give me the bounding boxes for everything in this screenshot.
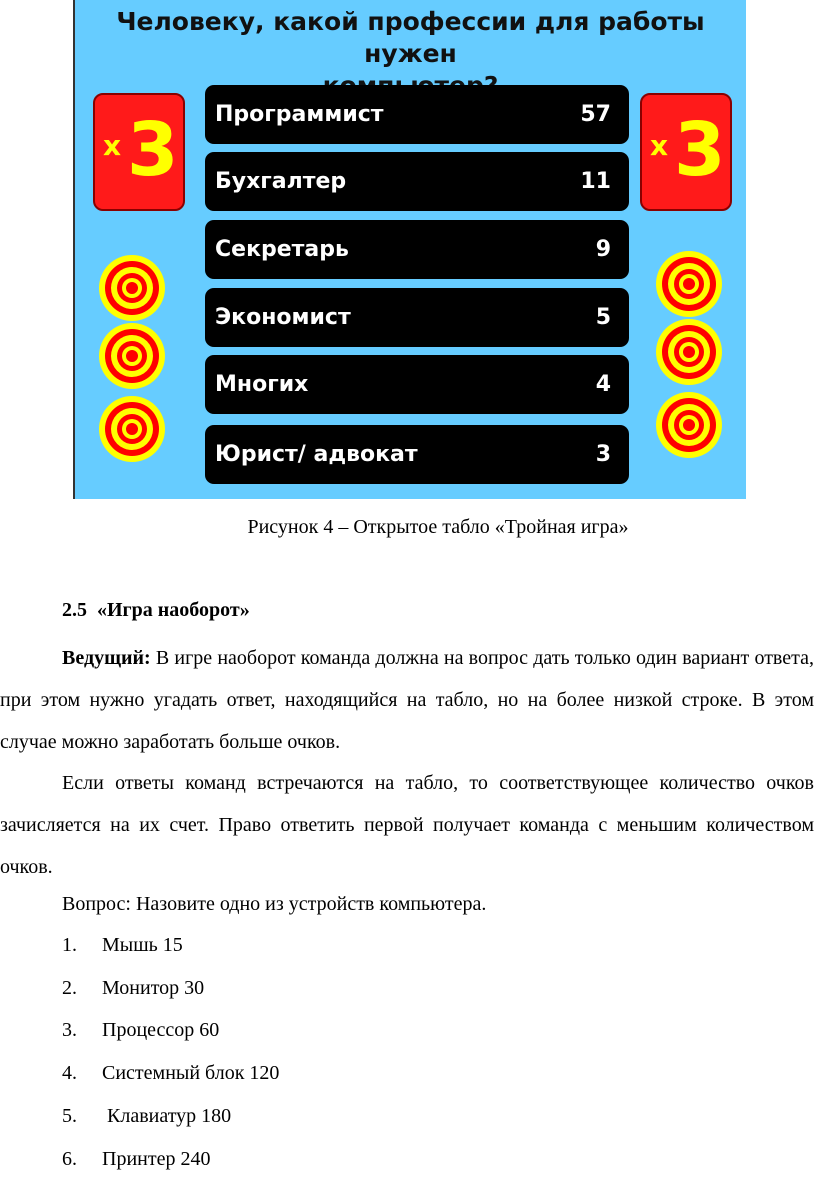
- section-title: «Игра наоборот»: [97, 599, 250, 621]
- answer-row: [205, 355, 629, 414]
- answer-row: [205, 425, 629, 484]
- answer-label: Бухгалтер: [215, 169, 347, 194]
- answer-score: 3: [595, 442, 611, 467]
- list-item: [62, 1105, 231, 1128]
- answer-label: Многих: [215, 372, 309, 397]
- list-item: [62, 934, 183, 957]
- answer-row: [205, 288, 629, 347]
- answer-label: Секретарь: [215, 237, 349, 262]
- list-item: [62, 977, 204, 1000]
- list-number: 5.: [62, 1105, 77, 1127]
- multiplier-value: 3: [127, 107, 179, 193]
- list-item: [62, 1019, 219, 1042]
- list-item: [62, 1062, 279, 1085]
- paragraph-scoring: Если ответы команд встречаются на табло, то соответствующее количество очков зачисляется на их счет. Право ответить первой получает команда с меньшим количеством очков.: [0, 772, 814, 878]
- list-text: Принтер 240: [102, 1148, 211, 1170]
- strike-target-icon: [98, 254, 166, 322]
- list-number: 4.: [62, 1062, 77, 1084]
- answer-score: 9: [595, 237, 611, 262]
- multiplier-value: 3: [674, 107, 726, 193]
- answer-row: [205, 220, 629, 279]
- list-number: 2.: [62, 977, 77, 999]
- answer-label: Экономист: [215, 305, 351, 330]
- answer-score: 57: [580, 102, 611, 127]
- answer-score: 11: [580, 169, 611, 194]
- section-number: 2.5: [62, 599, 87, 621]
- list-item: [62, 1148, 210, 1171]
- list-number: 6.: [62, 1148, 77, 1170]
- multiplier-badge-left: [93, 93, 185, 211]
- list-text: Монитор 30: [102, 977, 205, 999]
- answer-score: 4: [595, 372, 611, 397]
- list-text: Системный блок 120: [102, 1062, 280, 1084]
- multiplier-badge-right: [640, 93, 732, 211]
- board-question-title: Человеку, какой профессии для работы нужен: [116, 7, 705, 68]
- answer-score: 5: [595, 305, 611, 330]
- figure-caption: Рисунок 4 – Открытое табло «Тройная игра»: [247, 516, 629, 538]
- list-text: Процессор 60: [102, 1019, 220, 1041]
- answer-label: Юрист/ адвокат: [215, 442, 418, 467]
- multiplier-x: x: [103, 129, 122, 162]
- paragraph-host-rules: [0, 637, 814, 763]
- answer-label: Программист: [215, 102, 384, 127]
- list-text: Мышь 15: [102, 934, 183, 956]
- list-number: 1.: [62, 934, 77, 956]
- strike-target-icon: [655, 250, 723, 318]
- strike-target-icon: [655, 391, 723, 459]
- game-board: [73, 0, 746, 499]
- strike-target-icon: [98, 395, 166, 463]
- host-text: В игре наоборот команда должна на вопрос дать только один вариант ответа, при этом нужно угадать ответ, находящийся на табло, но на более низкой строке. В этом случае можно заработать больше очков.: [0, 647, 814, 753]
- strike-target-icon: [98, 322, 166, 390]
- answer-row: [205, 85, 629, 144]
- host-lead: Ведущий:: [62, 647, 151, 669]
- multiplier-x: x: [650, 129, 669, 162]
- section-heading: [62, 599, 250, 622]
- question-text: Вопрос: Назовите одно из устройств компьютера.: [62, 893, 487, 915]
- answer-row: [205, 152, 629, 211]
- strike-target-icon: [655, 318, 723, 386]
- list-number: 3.: [62, 1019, 77, 1041]
- list-text: Клавиатур 180: [102, 1105, 232, 1127]
